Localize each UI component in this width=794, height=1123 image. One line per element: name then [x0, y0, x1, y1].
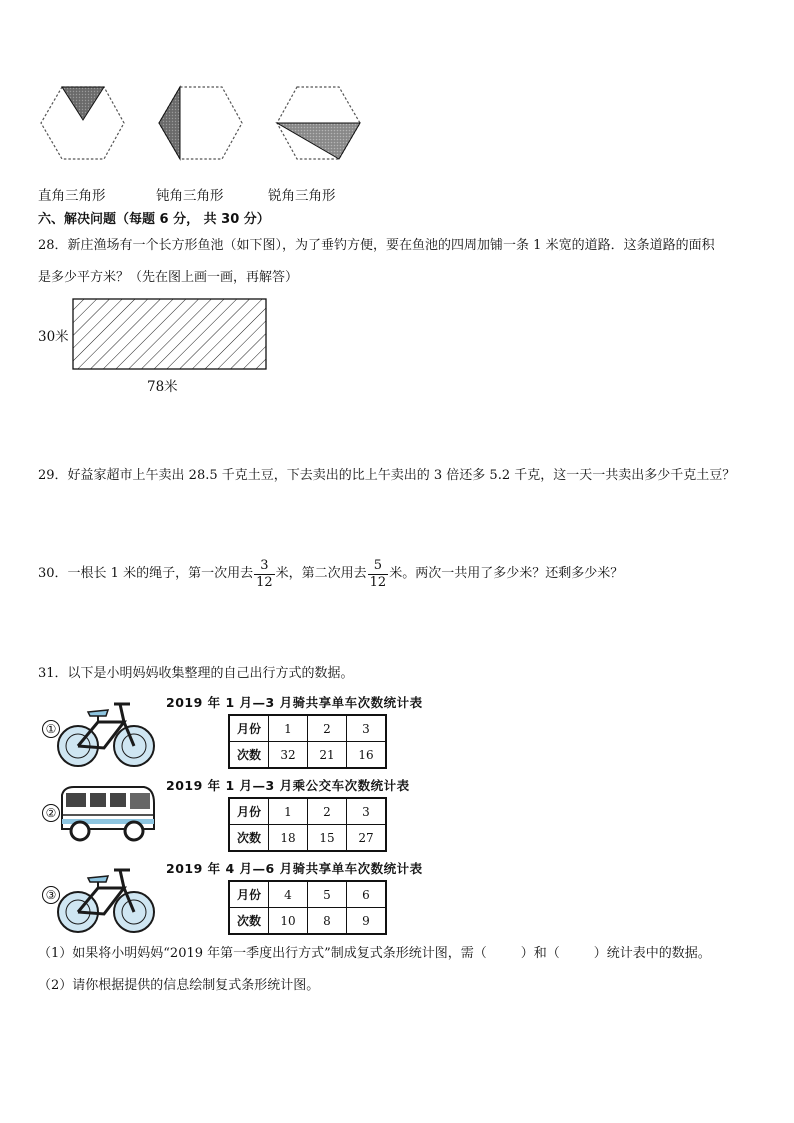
table-row: [229, 715, 386, 742]
stat-block-2: [40, 773, 440, 855]
count-cell: 32: [269, 742, 308, 769]
q31-sub1-b: ）和（: [520, 946, 560, 961]
header-cell: 月份: [229, 715, 269, 742]
month-cell: 3: [347, 798, 387, 825]
q28-line2: 是多少平方米？（先在图上画一画，再解答）: [38, 270, 299, 285]
stat-block-1: [40, 690, 440, 772]
bus-icon: [58, 783, 158, 847]
q29-text: 29．好益家超市上午卖出 28.5 千克土豆，下去卖出的比上午卖出的 3 倍还多 5.2 千克，这一天一共卖出多少千克土豆？: [38, 468, 736, 483]
q31-sub1: [38, 944, 711, 964]
month-cell: 3: [347, 715, 387, 742]
table-title-1: 2019 年 1 月—3 月骑共享单车次数统计表: [166, 695, 423, 710]
table-title-3: 2019 年 4 月—6 月骑共享单车次数统计表: [166, 861, 423, 876]
shape-label-right: 直角三角形: [38, 188, 106, 204]
q28-line1: 28．新庄渔场有一个长方形鱼池（如下图），为了垂钓方便，要在鱼池的四周加铺一条 1 米宽的道路．这条道路的面积: [38, 238, 715, 253]
fraction-5-12: [368, 558, 389, 591]
stat-table-2: [228, 797, 387, 852]
month-cell: 2: [308, 715, 347, 742]
section-heading: 六、解决问题（每题 6 分， 共 30 分）: [38, 212, 270, 227]
table-title-2: 2019 年 1 月—3 月乘公交车次数统计表: [166, 778, 410, 793]
month-cell: 1: [269, 715, 308, 742]
count-cell: 16: [347, 742, 387, 769]
bicycle-icon: [54, 694, 158, 770]
table-row: [229, 881, 386, 908]
q31-sub1-c: ）统计表中的数据。: [593, 946, 711, 961]
table-row: [229, 825, 386, 852]
fraction-3-12: [254, 558, 275, 591]
stat-block-3: [40, 856, 440, 940]
pond-width-label: 30米: [38, 329, 69, 345]
marker-2: ②: [42, 804, 60, 822]
count-cell: 18: [269, 825, 308, 852]
hexagon-figures: [0, 0, 794, 180]
month-cell: 4: [269, 881, 308, 908]
pond-length-label: 78米: [147, 379, 178, 395]
q30-text: [38, 552, 623, 596]
hexagon-right-triangle: [41, 87, 124, 159]
hexagon-obtuse-triangle: [159, 87, 242, 159]
header-cell: 次数: [229, 825, 269, 852]
stat-table-3: [228, 880, 387, 935]
count-cell: 8: [308, 908, 347, 935]
hexagon-acute-triangle: [277, 87, 360, 159]
header-cell: 次数: [229, 742, 269, 769]
q30-part3: 米。两次一共用了多少米？还剩多少米？: [389, 566, 624, 581]
stat-table-1: [228, 714, 387, 769]
table-row: [229, 908, 386, 935]
frac2-denominator: 12: [369, 574, 387, 590]
shape-label-acute: 锐角三角形: [268, 188, 336, 204]
q31-sub2: （2）请你根据提供的信息绘制复式条形统计图。: [38, 978, 320, 993]
frac1-denominator: 12: [256, 574, 273, 590]
marker-1: ①: [42, 720, 60, 738]
count-cell: 27: [347, 825, 387, 852]
q30-part2: 米，第二次用去: [275, 566, 367, 581]
count-cell: 21: [308, 742, 347, 769]
frac2-numerator: 5: [368, 558, 389, 575]
q31-sub1-a: （1）如果将小明妈妈“2019 年第一季度出行方式”制成复式条形统计图，需（: [38, 946, 487, 961]
count-cell: 10: [269, 908, 308, 935]
table-row: [229, 742, 386, 769]
count-cell: 9: [347, 908, 387, 935]
q31-intro: 31．以下是小明妈妈收集整理的自己出行方式的数据。: [38, 666, 354, 681]
bicycle-icon: [54, 860, 158, 936]
frac1-numerator: 3: [254, 558, 275, 575]
month-cell: 6: [347, 881, 387, 908]
fish-pond-rectangle: [72, 298, 268, 372]
header-cell: 月份: [229, 798, 269, 825]
table-row: [229, 798, 386, 825]
header-cell: 月份: [229, 881, 269, 908]
month-cell: 1: [269, 798, 308, 825]
month-cell: 2: [308, 798, 347, 825]
header-cell: 次数: [229, 908, 269, 935]
shape-label-obtuse: 钝角三角形: [156, 188, 224, 204]
q30-part1: 30．一根长 1 米的绳子，第一次用去: [38, 566, 254, 581]
count-cell: 15: [308, 825, 347, 852]
month-cell: 5: [308, 881, 347, 908]
marker-3: ③: [42, 886, 60, 904]
